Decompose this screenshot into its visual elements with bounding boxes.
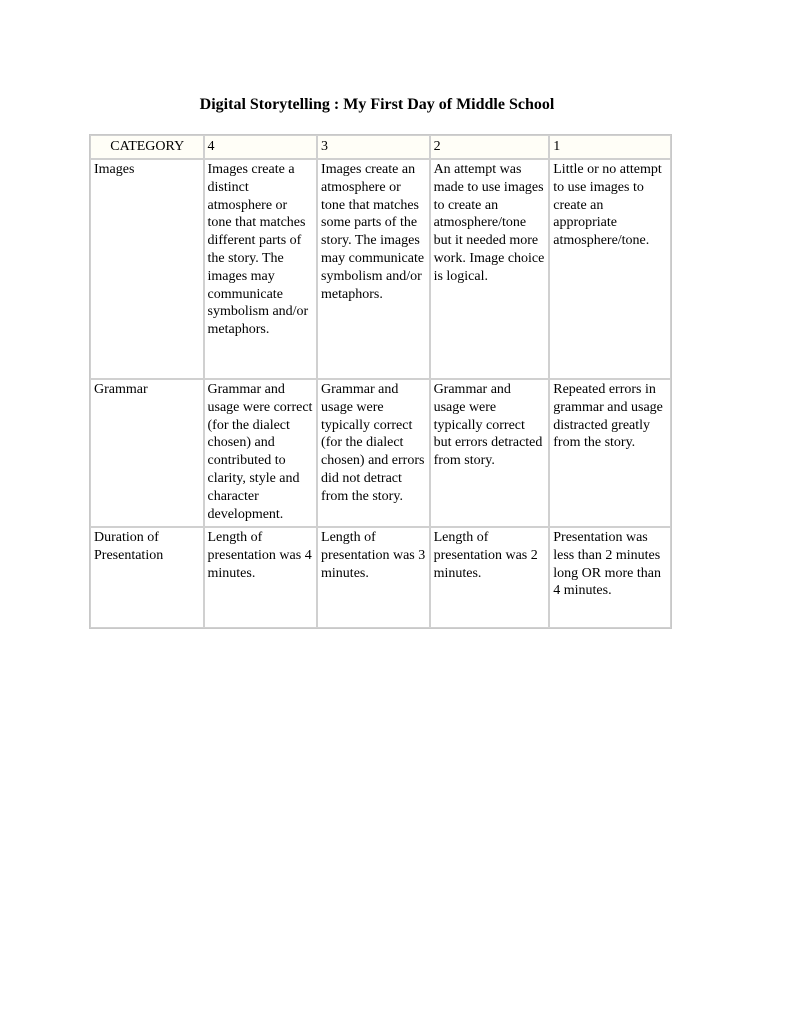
criteria-cell-score-3: Length of presentation was 3 minutes. xyxy=(317,527,430,628)
category-cell: Grammar xyxy=(90,379,204,527)
criteria-cell-score-4: Grammar and usage were correct (for the dialect chosen) and contributed to clarity, style and character development. xyxy=(204,379,318,527)
criteria-cell-score-2: Grammar and usage were typically correct but errors detracted from story. xyxy=(430,379,550,527)
header-row xyxy=(90,135,671,159)
document-title: Digital Storytelling : My First Day of Middle School xyxy=(199,96,555,113)
column-header-category: CATEGORY xyxy=(90,135,204,159)
category-cell: Duration of Presentation xyxy=(90,527,204,628)
rubric-table xyxy=(89,134,672,629)
criteria-cell-score-1: Presentation was less than 2 minutes long OR more than 4 minutes. xyxy=(549,527,671,628)
criteria-cell-score-4: Length of presentation was 4 minutes. xyxy=(204,527,318,628)
criteria-cell-score-2: An attempt was made to use images to create an atmosphere/tone but it needed more work. Image choice is logical. xyxy=(430,159,550,379)
column-header-score-1: 1 xyxy=(549,135,671,159)
column-header-score-2: 2 xyxy=(430,135,550,159)
criteria-cell-score-1: Repeated errors in grammar and usage distracted greatly from the story. xyxy=(549,379,671,527)
table-row xyxy=(90,159,671,379)
table-row xyxy=(90,527,671,628)
criteria-cell-score-3: Images create an atmosphere or tone that matches some parts of the story. The images may communicate symbolism and/or metaphors. xyxy=(317,159,430,379)
column-header-score-4: 4 xyxy=(204,135,318,159)
criteria-cell-score-2: Length of presentation was 2 minutes. xyxy=(430,527,550,628)
criteria-cell-score-1: Little or no attempt to use images to create an appropriate atmosphere/tone. xyxy=(549,159,671,379)
table-row xyxy=(90,379,671,527)
category-cell: Images xyxy=(90,159,204,379)
column-header-score-3: 3 xyxy=(317,135,430,159)
criteria-cell-score-4: Images create a distinct atmosphere or tone that matches different parts of the story. The images may communicate symbolism and/or metaphors. xyxy=(204,159,318,379)
criteria-cell-score-3: Grammar and usage were typically correct (for the dialect chosen) and errors did not detract from the story. xyxy=(317,379,430,527)
